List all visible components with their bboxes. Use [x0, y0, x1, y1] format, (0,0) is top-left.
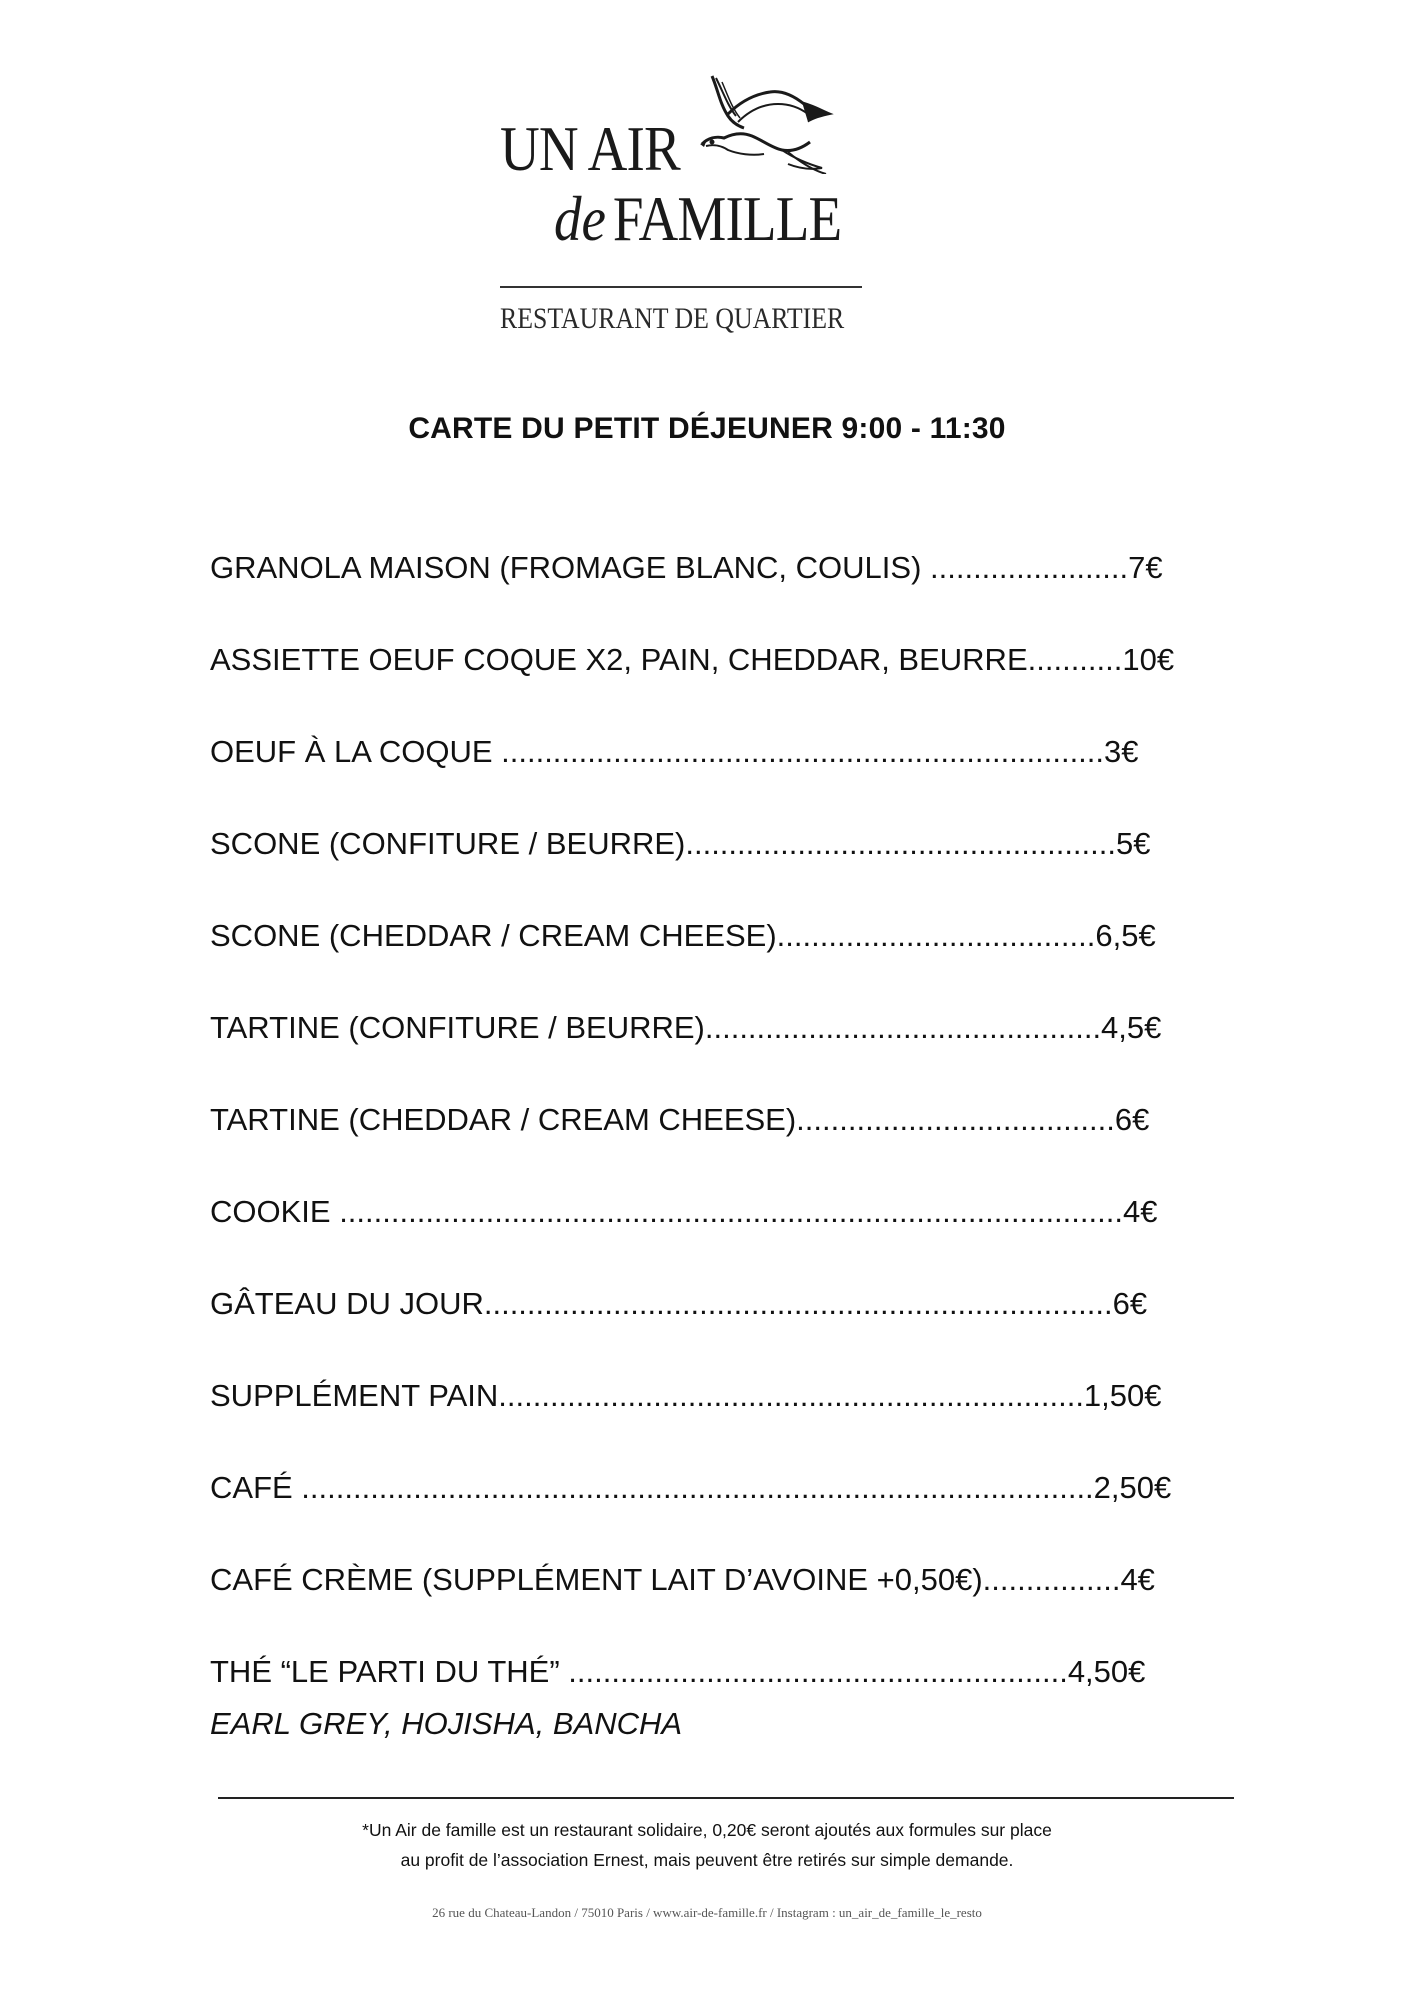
logo-word-de: de: [554, 183, 606, 254]
menu-item-label: SUPPLÉMENT PAIN....................................................................1,50€: [210, 1378, 1162, 1413]
menu-item-label: CAFÉ CRÈME (SUPPLÉMENT LAIT D’AVOINE +0,50€)................4€: [210, 1562, 1155, 1597]
menu-item: [210, 826, 1260, 918]
menu-item-label: SCONE (CHEDDAR / CREAM CHEESE).....................................6,5€: [210, 918, 1156, 953]
menu-item: [210, 1194, 1260, 1286]
menu-item: [210, 550, 1260, 642]
menu-item: [210, 1654, 1260, 1746]
logo-subtitle: RESTAURANT DE QUARTIER: [500, 302, 845, 335]
solidarity-note-line-1: *Un Air de famille est un restaurant solidaire, 0,20€ seront ajoutés aux formules sur place: [362, 1820, 1052, 1840]
menu-item: [210, 1286, 1260, 1378]
menu-item-label: ASSIETTE OEUF COQUE X2, PAIN, CHEDDAR, BEURRE...........10€: [210, 642, 1175, 677]
menu-item-label: GRANOLA MAISON (FROMAGE BLANC, COULIS) .......................7€: [210, 550, 1163, 585]
menu-item-label: COOKIE ...........................................................................................4€: [210, 1194, 1158, 1229]
menu-item-sublabel: EARL GREY, HOJISHA, BANCHA: [210, 1706, 683, 1741]
logo-line-un-air: UN AIR: [500, 113, 680, 184]
menu-item: [210, 1470, 1260, 1562]
menu-title: CARTE DU PETIT DÉJEUNER 9:00 - 11:30: [408, 412, 1006, 445]
logo-word-famille: FAMILLE: [612, 183, 842, 254]
menu-item-label: OEUF À LA COQUE ......................................................................3€: [210, 734, 1139, 769]
menu-item-label: CAFÉ ............................................................................................2,50€: [210, 1470, 1172, 1505]
menu-item: [210, 918, 1260, 1010]
menu-item-label: GÂTEAU DU JOUR.........................................................................6€: [210, 1286, 1148, 1321]
menu-item: [210, 1010, 1260, 1102]
swallow-bird-icon: [698, 74, 838, 174]
restaurant-logo: [490, 70, 870, 345]
menu-item-label: TARTINE (CONFITURE / BEURRE)..............................................4,5€: [210, 1010, 1162, 1045]
footer-divider: [218, 1797, 1234, 1799]
menu-item: [210, 1102, 1260, 1194]
menu-list: [210, 550, 1260, 1746]
menu-item-label: TARTINE (CHEDDAR / CREAM CHEESE).....................................6€: [210, 1102, 1150, 1137]
restaurant-address: 26 rue du Chateau-Landon / 75010 Paris / www.air-de-famille.fr / Instagram : un_air_de_famille_le_resto: [432, 1905, 982, 1920]
logo-line-de-famille: [554, 182, 841, 256]
menu-item: [210, 1562, 1260, 1654]
menu-item-label: THÉ “LE PARTI DU THÉ” ..........................................................4,50€: [210, 1654, 1146, 1689]
menu-item: [210, 642, 1260, 734]
solidarity-note-line-2: au profit de l’association Ernest, mais peuvent être retirés sur simple demande.: [400, 1850, 1014, 1870]
menu-item: [210, 1378, 1260, 1470]
menu-item: [210, 734, 1260, 826]
logo-divider: [500, 286, 862, 288]
menu-item-label: SCONE (CONFITURE / BEURRE)..................................................5€: [210, 826, 1151, 861]
